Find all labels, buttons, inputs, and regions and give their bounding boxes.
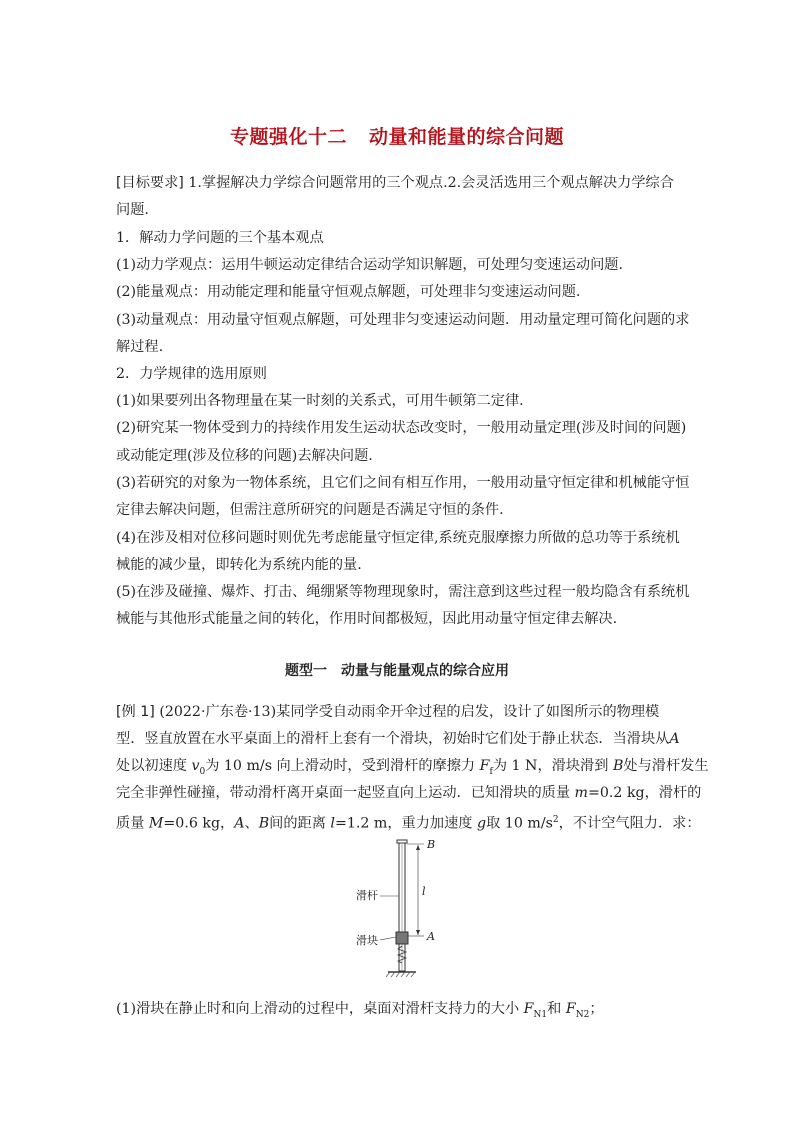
- example-line-3: 处以初速度 $v_0$为 10 m/s 向上滑动时，受到滑杆的摩擦力 $F_f$为 1 N，滑块滑到 B处与滑杆发生: [116, 758, 709, 777]
- physics-figure: [352, 836, 462, 986]
- table-hatch: [386, 972, 415, 977]
- section2-item-3b: 定律去解决问题，但需注意所研究的问题是否满足守恒的条件.: [116, 502, 504, 518]
- section2-item-3a: (3)若研究的对象为一物体系统，且它们之间有相互作用，一般用动量守恒定律和机械能守恒: [116, 475, 690, 491]
- page-title: 专题强化十二 动量和能量的综合问题: [229, 126, 565, 148]
- section1-item-3a: (3)动量观点：用动量守恒观点解题，可处理非匀变速运动问题．用动量定理可简化问题的求: [116, 312, 690, 328]
- example-line-5: 质量 M=0.6 kg，A、B间的距离 l=1.2 m，重力加速度 g取 10 $m/s^2$，不计空气阻力．求：: [116, 815, 701, 832]
- goals-line-1: [目标要求] 1.掌握解决力学综合问题常用的三个观点.2.会灵活选用三个观点解决力学综合: [116, 175, 674, 191]
- section1-heading: 1．解动力学问题的三个基本观点: [116, 230, 324, 246]
- example-line-2: 型．竖直放置在水平桌面上的滑杆上套有一个滑块，初始时它们处于静止状态．当滑块从A: [116, 731, 680, 747]
- point-b-label: B: [427, 838, 436, 851]
- section2-item-5b: 械能与其他形式能量之间的转化，作用时间都极短，因此用动量守恒定律去解决.: [116, 611, 618, 627]
- point-a-label: A: [427, 930, 435, 943]
- example-line-4: 完全非弹性碰撞，带动滑杆离开桌面一起竖直向上运动．已知滑块的质量 m=0.2 kg，滑杆的: [116, 785, 702, 801]
- type-heading: 题型一 动量与能量观点的综合应用: [285, 663, 509, 679]
- section1-item-1: (1)动力学观点：运用牛顿运动定律结合运动学知识解题，可处理匀变速运动问题.: [116, 257, 623, 273]
- section2-item-5a: (5)在涉及碰撞、爆炸、打击、绳绷紧等物理现象时，需注意到这些过程一般均隐含有系统机: [116, 584, 690, 600]
- example-line-1: [例 1] (2022·广东卷·13)某同学受自动雨伞开伞过程的启发，设计了如图所示的物理模: [116, 704, 660, 720]
- section1-item-3b: 解过程.: [116, 339, 164, 355]
- section2-item-2a: (2)研究某一物体受到力的持续作用发生运动状态改变时，一般用动量定理(涉及时间的问题): [116, 420, 687, 436]
- section1-item-2: (2)能量观点：用动能定理和能量守恒观点解题，可处理非匀变速运动问题.: [116, 284, 581, 300]
- section2-heading: 2．力学规律的选用原则: [116, 366, 267, 382]
- example-source: (2022·广东卷·13): [159, 704, 277, 720]
- section2-item-4b: 械能的减少量，即转化为系统内能的量.: [116, 557, 362, 573]
- section2-item-2b: 或动能定理(涉及位移的问题)去解决问题.: [116, 448, 373, 464]
- goals-tag: [目标要求]: [116, 175, 184, 191]
- goals-line-2: 问题.: [116, 202, 149, 218]
- block-label: 滑块: [356, 934, 378, 947]
- example-tag: [例 1]: [116, 704, 155, 720]
- length-label: l: [422, 885, 426, 898]
- section2-item-1: (1)如果要列出各物理量在某一时刻的关系式，可用牛顿第二定律.: [116, 393, 524, 409]
- question-1: (1)滑块在静止时和向上滑动的过程中，桌面对滑杆支持力的大小 $F_{N1}$和 $F_{N2}$；: [116, 1001, 604, 1020]
- section2-item-4a: (4)在涉及相对位移问题时则优先考虑能量守恒定律,系统克服摩擦力所做的总功等于系统机: [116, 530, 680, 546]
- rod-label: 滑杆: [356, 889, 378, 902]
- slider-block: [396, 932, 408, 944]
